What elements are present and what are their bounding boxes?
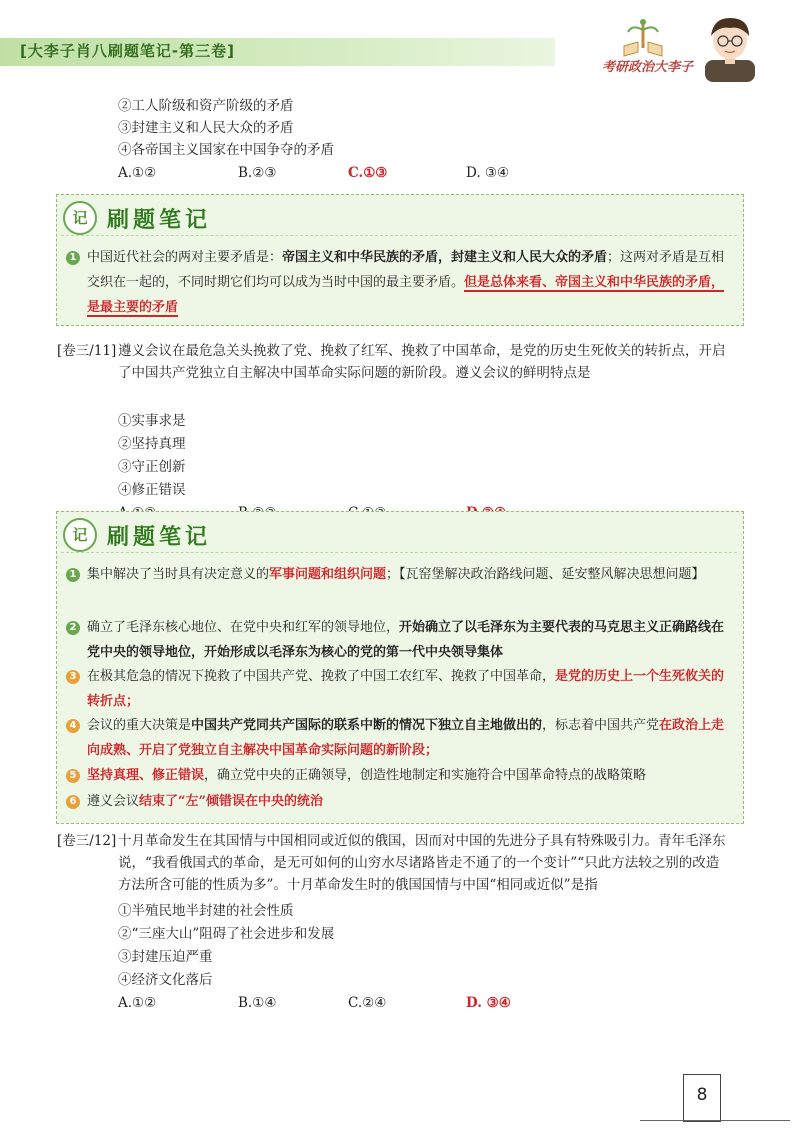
- q12-choice-d: D. ③④: [466, 995, 511, 1011]
- q10-option-3: ③封建主义和人民大众的矛盾: [118, 120, 294, 136]
- q10-choice-a: A.①②: [118, 165, 157, 181]
- note-1-divider: [61, 235, 737, 236]
- note-2-item-5-text: [87, 763, 731, 788]
- note-2-item-3-seg-2: 是党的历史上一个生死攸关的转折点；: [87, 669, 725, 709]
- q12-stem: 十月革命发生在其国情与中国相同或近似的俄国，因而对中国的先进分子具有特殊吸引力。青年毛泽东说，“我看俄国式的革命，是无可如何的山穷水尽诸路皆走不通了的一个变计”“只此方法较之别的改造方法所含可能的性质为多”。十月革命发生时的俄国国情与中国“相同或近似”是指: [118, 833, 726, 893]
- q12-choice-a: A.①②: [118, 995, 157, 1011]
- note-2-item-3-text: [87, 664, 731, 714]
- note-2-item-4-seg-4: 在政治上走向成熟、开启了党独立自主解决中国革命实际问题的新阶段；: [87, 718, 725, 758]
- q12-option-2: ②“三座大山”阻碍了社会进步和发展: [118, 926, 335, 942]
- note-1-item-1-text: [87, 245, 731, 320]
- note-2-item-2-seg-1: 确立了毛泽东核心地位、在党中央和红军的领导地位，: [87, 620, 400, 635]
- note-1-badge: 记: [63, 201, 97, 235]
- q10-choice-d: D. ③④: [466, 165, 510, 181]
- note-2-item-4-seg-2: 中国共产党同共产国际的联系中断的情况下独立自主地做出的: [191, 718, 543, 733]
- note-2-item-4-num: 4: [66, 719, 80, 733]
- q12-choice-b: B.①④: [238, 995, 277, 1011]
- note-1-item-1-num: 1: [66, 251, 80, 265]
- note-box-1: [56, 194, 744, 326]
- note-1-item-1-seg-3: ；这两对矛盾是互相交织在一起的，不同时期它们均可以成为当时中国的最主要矛盾。: [87, 250, 725, 290]
- note-1-item-1-seg-1: 中国近代社会的两对主要矛盾是：: [87, 250, 283, 265]
- note-2-item-6-num: 6: [66, 795, 80, 809]
- q10-option-4: ④各帝国主义国家在中国争夺的矛盾: [118, 142, 334, 158]
- note-1-title: 刷题笔记: [107, 208, 212, 233]
- page-number-box: [683, 1074, 721, 1122]
- q11-option-1: ①实事求是: [118, 413, 186, 429]
- note-2-item-6-text: [87, 789, 731, 814]
- q10-choices: [118, 163, 538, 185]
- q12-option-1: ①半殖民地半封建的社会性质: [118, 903, 294, 919]
- note-1-item-1-seg-2: 帝国主义和中华民族的矛盾，封建主义和人民大众的矛盾: [282, 250, 608, 265]
- tree-logo-icon: [618, 16, 668, 60]
- q10-option-2: ②工人阶级和资产阶级的矛盾: [118, 98, 294, 114]
- note-2-item-1-seg-3: ；【瓦窑堡解决政治路线问题、延安整风解决思想问题】: [386, 567, 705, 582]
- q11-option-2: ②坚持真理: [118, 436, 186, 452]
- q12-option-3: ③封建压迫严重: [118, 949, 213, 965]
- note-2-divider: [61, 552, 737, 553]
- q12-label: [卷三/12]: [57, 833, 117, 849]
- q12-choices: [118, 993, 538, 1015]
- q12-option-4: ④经济文化落后: [118, 972, 213, 988]
- note-2-item-3-seg-1: 在极其危急的情况下挽救了中国共产党、挽救了中国工农红军、挽救了中国革命，: [87, 669, 556, 684]
- note-2-item-5-seg-1: 坚持真理、修正错误: [87, 768, 205, 783]
- note-2-badge: 记: [63, 518, 97, 552]
- brand-logo: [600, 12, 790, 82]
- note-1-item-1-seg-4: 但是总体来看、帝国主义和中华民族的矛盾，是最主要的矛盾: [87, 275, 725, 315]
- note-2-item-1-seg-1: 集中解决了当时具有决定意义的: [87, 567, 270, 582]
- note-2-item-1-num: 1: [66, 568, 80, 582]
- note-2-title: 刷题笔记: [107, 525, 212, 550]
- q10-choice-c: C.①③: [348, 165, 388, 181]
- note-2-item-6-seg-1: 遵义会议: [87, 794, 140, 809]
- note-2-item-4-text: [87, 713, 731, 763]
- note-2-item-5-seg-2: ，确立党中央的正确领导，创造性地制定和实施符合中国革命特点的战略策略: [204, 768, 647, 783]
- note-2-item-1-seg-2: 军事问题和组织问题: [269, 567, 387, 582]
- avatar: [695, 12, 765, 82]
- q11-label: [卷三/11]: [57, 343, 117, 359]
- logo-text: 考研政治大李子: [602, 60, 694, 75]
- q10-choice-b: B.②③: [238, 165, 277, 181]
- note-2-item-2-seg-2: 开始确立了以毛泽东为主要代表的马克思主义正确路线在党中央的领导地位，开始形成以毛泽东为核心的党的第一代中央领导集体: [87, 620, 725, 660]
- page-number: 8: [696, 1085, 708, 1105]
- note-2-item-5-num: 5: [66, 769, 80, 783]
- q11-option-3: ③守正创新: [118, 459, 186, 475]
- note-box-2: [56, 511, 744, 824]
- header-title: [大李子肖八刷题笔记-第三卷]: [20, 42, 235, 60]
- note-2-item-4-seg-3: ，标志着中国共产党: [542, 718, 660, 733]
- note-2-item-2-text: [87, 615, 731, 665]
- note-2-item-6-seg-2: 结束了“左”倾错误在中央的统治: [139, 794, 323, 809]
- note-2-item-3-num: 3: [66, 670, 80, 684]
- q11-stem: 遵义会议在最危急关头挽救了党、挽救了红军、挽救了中国革命，是党的历史生死攸关的转折点，开启了中国共产党独立自主解决中国革命实际问题的新阶段。遵义会议的鲜明特点是: [118, 343, 726, 381]
- note-2-item-2-num: 2: [66, 621, 80, 635]
- note-1-header: [63, 201, 363, 237]
- note-2-item-1-text: [87, 562, 731, 587]
- note-2-header: [63, 518, 363, 554]
- footer-line: [640, 1120, 790, 1121]
- q11-option-4: ④修正错误: [118, 482, 186, 498]
- q12-choice-c: C.②④: [348, 995, 387, 1011]
- note-2-item-4-seg-1: 会议的重大决策是: [87, 718, 192, 733]
